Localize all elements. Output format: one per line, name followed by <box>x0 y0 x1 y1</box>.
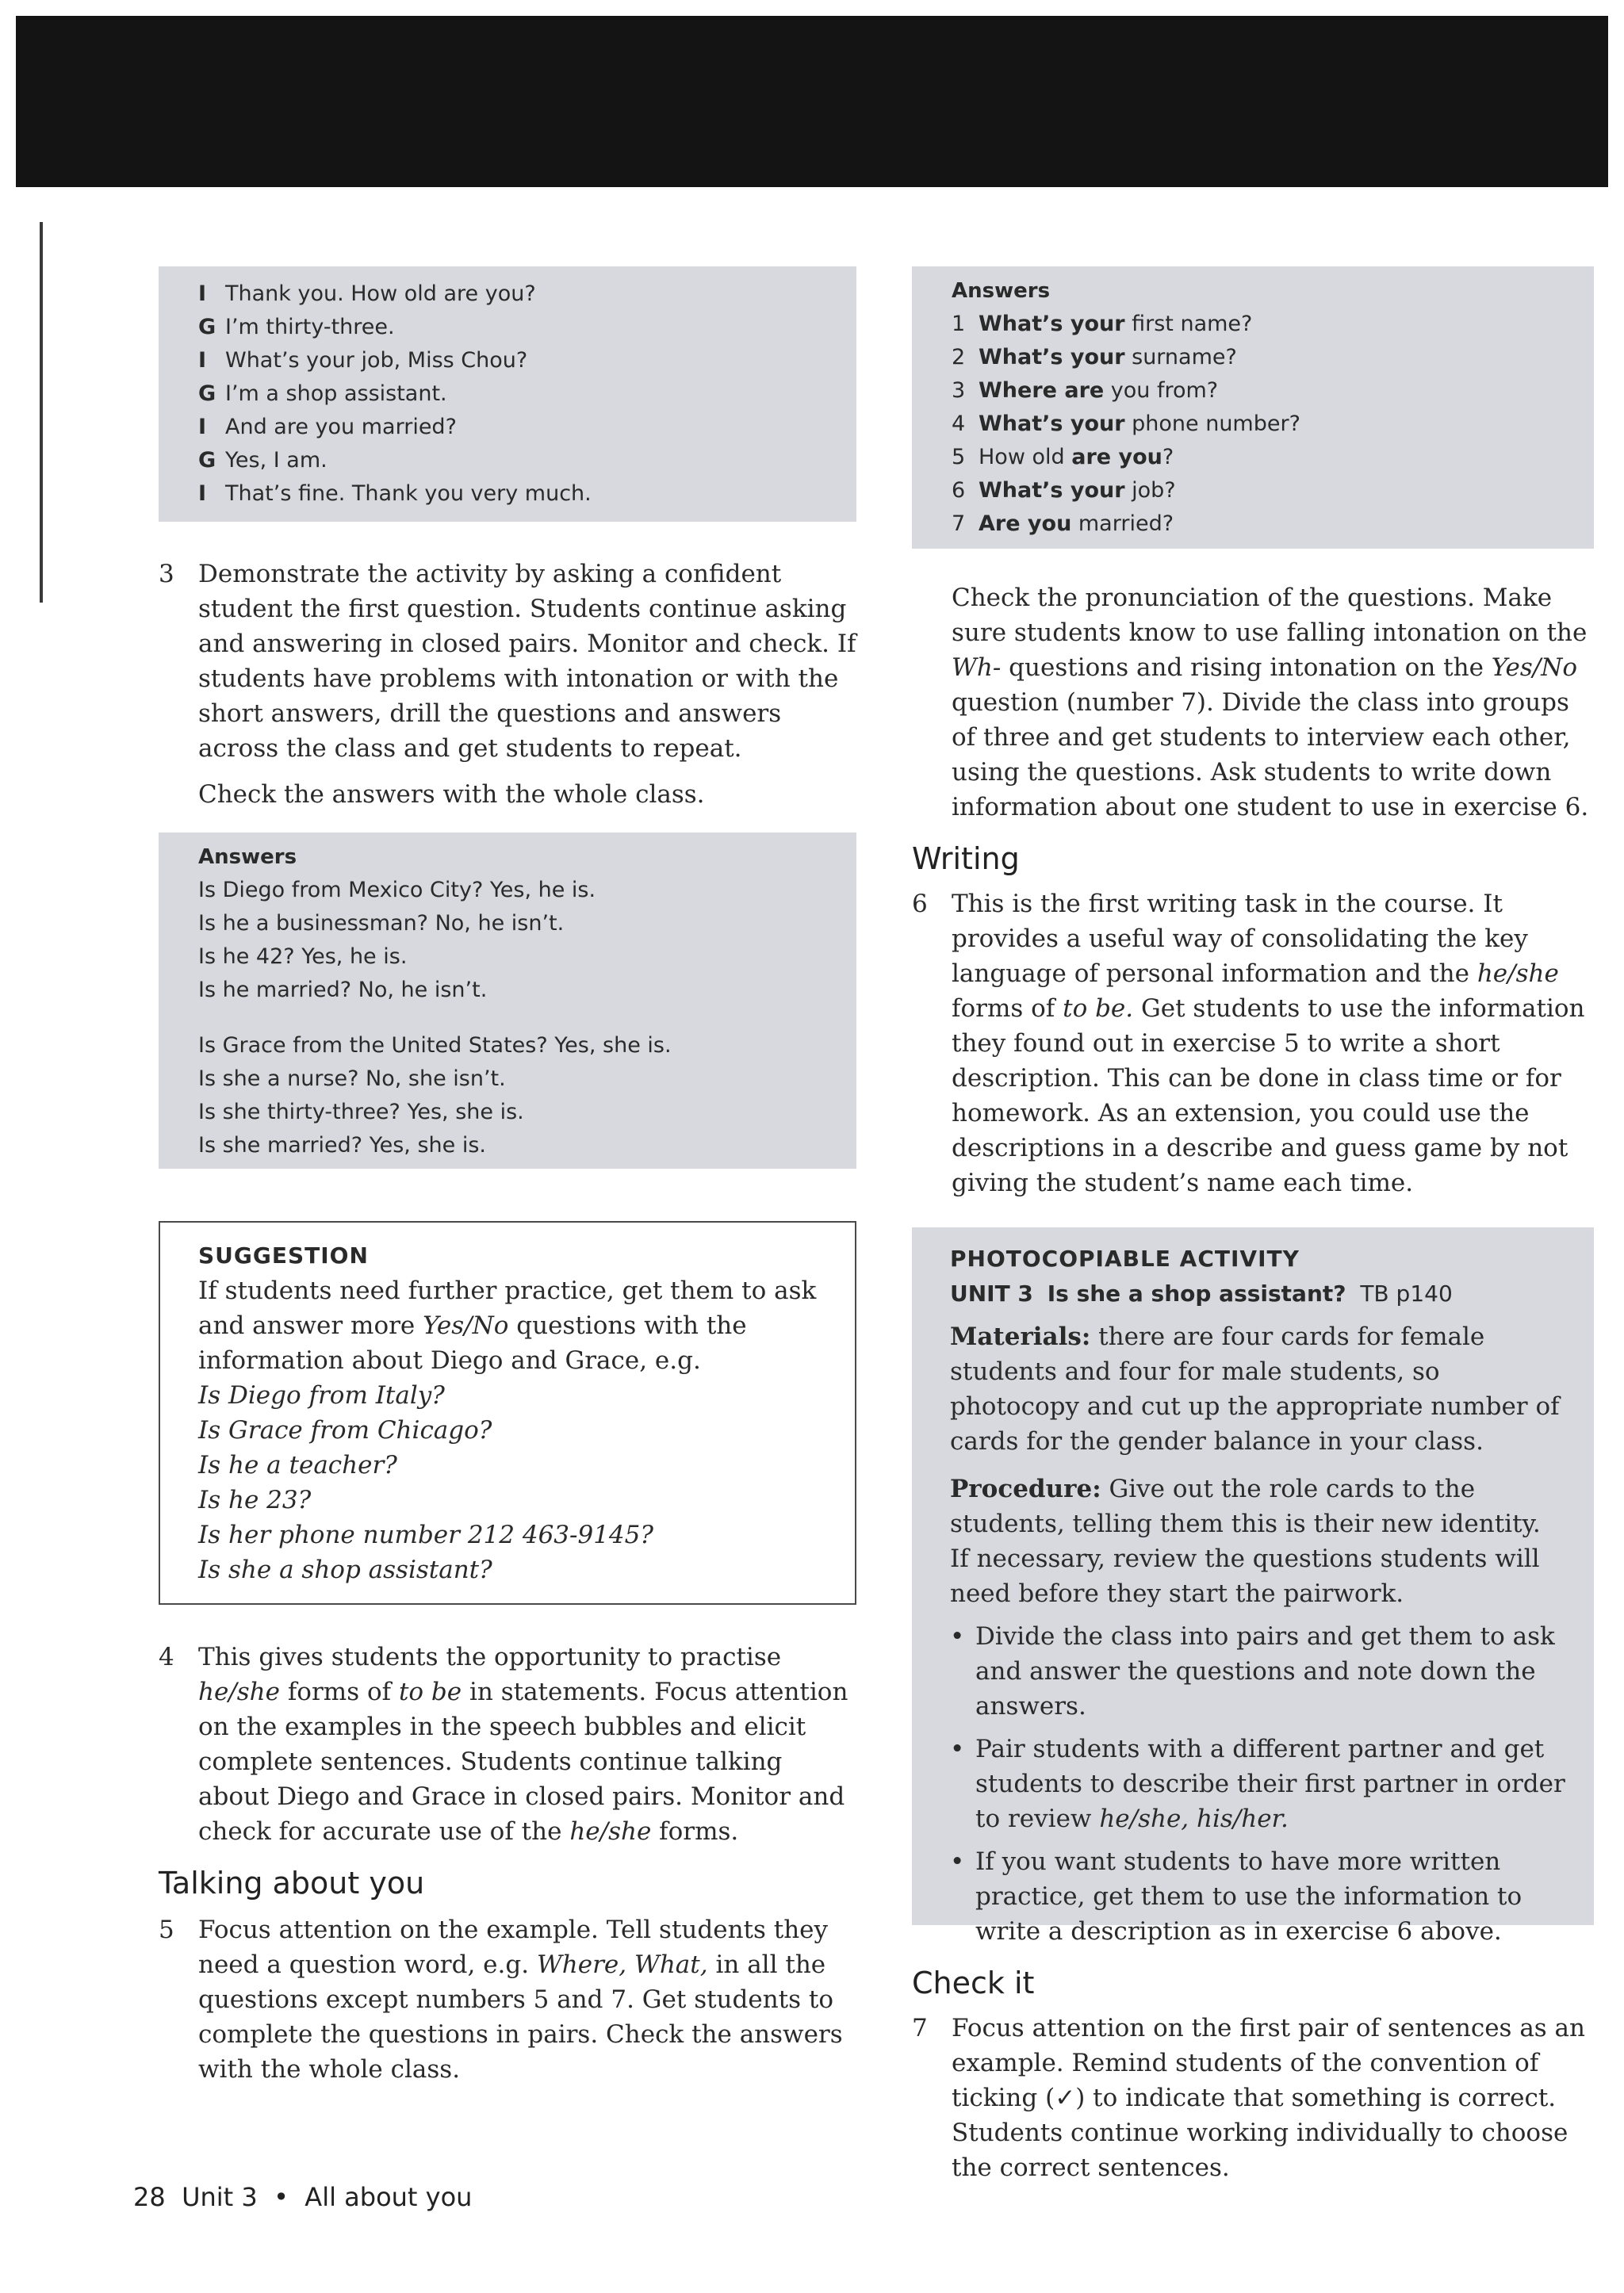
heading-writing: Writing <box>912 841 1020 876</box>
answer-line: Is Diego from Mexico City? Yes, he is. <box>198 878 596 902</box>
photocopiable-procedure: Procedure: Give out the role cards to the students, telling them this is their new identity. If necessary, review the questions students will need before they start the pairwork. <box>950 1475 1541 1608</box>
answer-line <box>952 374 1565 408</box>
exercise-number: 6 <box>912 890 928 918</box>
answer-line: Is he married? No, he isn’t. <box>198 978 488 1002</box>
answers-group-grace <box>198 1029 828 1162</box>
dialogue-line <box>198 477 828 511</box>
photocopiable-bullet: • If you want students to have more written practice, get them to use the information to write a description as in exercise 6 above. <box>950 1847 1522 1946</box>
suggestion-example: Is he a teacher? <box>198 1451 397 1480</box>
exercise-7: 7 Focus attention on the first pair of sentences as an example. Remind students of the convention of ticking (✓) to indicate that something is correct. Students continue working individually to choose the correct sentences. <box>912 2011 1594 2185</box>
answer-rest: you from? <box>1104 378 1219 403</box>
page-number: 28 <box>133 2182 166 2212</box>
exercise-6: 6 This is the first writing task in the course. It provides a useful way of consolidating the key language of personal information and the he/she forms of to be. Get students to use the information they found out in exercise 5 to write a short description. This can be done in class time or for homework. As an extension, you could use the descriptions in a describe and guess game by not giving the student’s name each time. <box>912 886 1594 1200</box>
suggestion-title: SUGGESTION <box>198 1242 369 1269</box>
answer-bold: Where are <box>979 378 1105 403</box>
answers-title: Answers <box>952 279 1051 303</box>
answer-rest: job? <box>1124 478 1176 503</box>
exercise-number: 3 <box>159 560 174 588</box>
answer-line: Is she thirty-three? Yes, she is. <box>198 1100 524 1124</box>
dialogue-text: I’m a shop assistant. <box>225 381 447 406</box>
right-column <box>912 266 1594 2185</box>
dialogue-text: What’s your job, Miss Chou? <box>225 348 528 373</box>
dialogue-text: That’s fine. Thank you very much. <box>225 481 592 506</box>
answer-rest: ? <box>1162 445 1174 469</box>
answer-line: Is he a businessman? No, he isn’t. <box>198 911 565 936</box>
answer-number: 4 <box>952 412 966 436</box>
dialogue-list <box>198 278 828 511</box>
photocopiable-title: PHOTOCOPIABLE ACTIVITY <box>950 1246 1300 1272</box>
answer-rest: phone number? <box>1124 412 1300 436</box>
answers-title: Answers <box>198 845 297 869</box>
dialogue-line <box>198 278 828 311</box>
speaker-label: G <box>198 315 216 339</box>
answers-group-diego <box>198 874 828 1007</box>
answer-number: 2 <box>952 345 966 369</box>
speaker-label: I <box>198 348 207 373</box>
answer-rest: married? <box>1071 511 1174 536</box>
answer-number: 3 <box>952 378 966 403</box>
dialogue-line <box>198 344 828 377</box>
answer-bold: are you <box>1071 445 1162 469</box>
footer-unit: Unit 3 <box>182 2182 258 2212</box>
answer-line <box>952 474 1565 507</box>
exercise-3 <box>159 557 856 766</box>
suggestion-example: Is Grace from Chicago? <box>198 1416 492 1445</box>
photocopiable-unit: UNIT 3 Is she a shop assistant? TB p140 <box>950 1280 1453 1307</box>
photocopiable-materials: Materials: there are four cards for female students and four for male students, so photocopy and cut up the appropriate number of cards for the gender balance in your class. <box>950 1323 1560 1456</box>
photocopiable-bullet: • Divide the class into pairs and get them to ask and answer the questions and note down the answers. <box>950 1622 1555 1721</box>
dialogue-line <box>198 311 828 344</box>
dialogue-box <box>159 266 856 522</box>
answer-rest: first name? <box>1124 312 1253 336</box>
answer-bold: What’s your <box>979 478 1125 503</box>
speaker-label: I <box>198 481 207 506</box>
suggestion-example: Is he 23? <box>198 1486 312 1514</box>
tick-icon: ✓ <box>1055 2084 1076 2112</box>
dialogue-line <box>198 411 828 444</box>
dialogue-line <box>198 444 828 477</box>
answer-number: 6 <box>952 478 966 503</box>
suggestion-text: If students need further practice, get them to ask and answer more Yes/No questions with the information about Diego and Grace, e.g. <box>198 1277 817 1375</box>
answers-box-3 <box>159 833 856 1169</box>
answers-list <box>952 308 1565 541</box>
margin-rule <box>40 222 43 603</box>
answer-line <box>952 441 1565 474</box>
answer-pre: How old <box>979 445 1072 469</box>
suggestion-examples <box>198 1378 831 1587</box>
answer-bold: What’s your <box>979 312 1125 336</box>
exercise-4: 4 This gives students the opportunity to practise he/she forms of to be in statements. Focus attention on the examples in the speech bubbles and elicit complete sentences. Students continue talking about Diego and Grace in closed pairs. Monitor and check for accurate use of the he/she forms. <box>159 1640 856 1849</box>
dialogue-text: I’m thirty-three. <box>225 315 395 339</box>
answer-line: Is she a nurse? No, she isn’t. <box>198 1066 506 1091</box>
pronunciation-note: Check the pronunciation of the questions. Make sure students know to use falling intonation on the Wh- questions and rising intonation on the Yes/No question (number 7). Divide the class into groups of three and get students to interview each other, using the questions. Ask students to write down information about one student to use in exercise 6. <box>952 584 1589 821</box>
speaker-label: I <box>198 415 207 439</box>
suggestion-box <box>159 1221 856 1605</box>
answer-bold: Are you <box>979 511 1072 536</box>
dialogue-line <box>198 377 828 411</box>
footer-title: All about you <box>304 2182 473 2212</box>
left-column <box>159 266 856 2087</box>
answer-bold: What’s your <box>979 412 1125 436</box>
dialogue-text: Yes, I am. <box>225 448 327 473</box>
answer-bold: What’s your <box>979 345 1125 369</box>
answer-line: Is Grace from the United States? Yes, she is. <box>198 1033 672 1058</box>
answer-line <box>952 308 1565 341</box>
page-footer <box>133 2182 472 2212</box>
speaker-label: I <box>198 281 207 306</box>
exercise-number: 4 <box>159 1643 174 1671</box>
photocopiable-activity-box <box>912 1227 1594 1946</box>
speaker-label: G <box>198 448 216 473</box>
answer-line <box>952 341 1565 374</box>
answer-line <box>952 408 1565 441</box>
answer-line: Is she married? Yes, she is. <box>198 1133 486 1158</box>
suggestion-example: Is her phone number 212 463-9145? <box>198 1521 653 1549</box>
suggestion-example: Is she a shop assistant? <box>198 1556 492 1584</box>
exercise-3-text: Demonstrate the activity by asking a confident student the first question. Students continue asking and answering in closed pairs. Monitor and check. If students have problems with intonation or with the short answers, drill the questions and answers across the class and get students to repeat. <box>198 560 856 763</box>
answer-line: Is he 42? Yes, he is. <box>198 944 408 969</box>
photocopiable-bullet: • Pair students with a different partner and get students to describe their first partner in order to review he/she, his/her. <box>950 1735 1565 1833</box>
exercise-number: 7 <box>912 2014 928 2042</box>
speaker-label: G <box>198 381 216 406</box>
dialogue-text: And are you married? <box>225 415 457 439</box>
exercise-3-check: Check the answers with the whole class. <box>198 780 705 809</box>
answer-line <box>952 507 1565 541</box>
answer-rest: surname? <box>1124 345 1237 369</box>
suggestion-example: Is Diego from Italy? <box>198 1381 445 1410</box>
dialogue-text: Thank you. How old are you? <box>225 281 536 306</box>
answer-number: 5 <box>952 445 966 469</box>
footer-bullet: • <box>274 2182 289 2212</box>
answers-box-5 <box>912 266 1594 549</box>
heading-check-it: Check it <box>912 1966 1035 2000</box>
heading-talking-about-you: Talking about you <box>159 1866 425 1901</box>
exercise-number: 5 <box>159 1916 174 1944</box>
top-black-band <box>16 16 1608 187</box>
exercise-5: 5 Focus attention on the example. Tell students they need a question word, e.g. Where, What, in all the questions except numbers 5 and 7. Get students to complete the questions in pairs. Check the answers with the whole class. <box>159 1912 856 2087</box>
answer-number: 7 <box>952 511 966 536</box>
answer-number: 1 <box>952 312 966 336</box>
